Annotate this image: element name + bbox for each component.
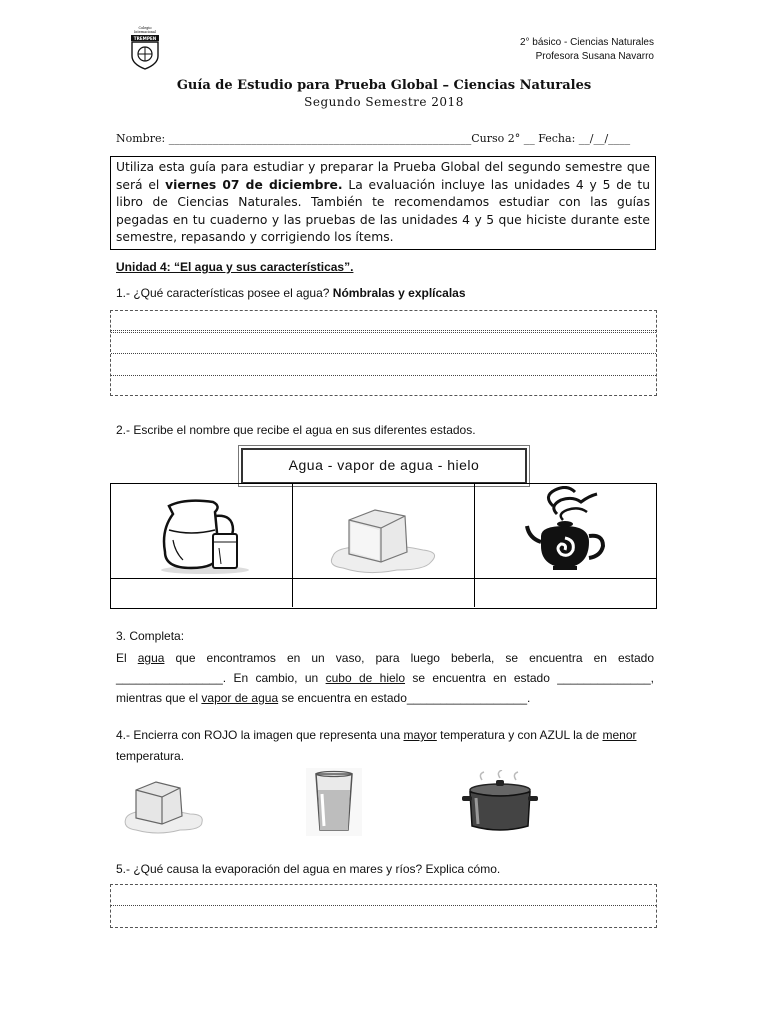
pitcher-glass-icon [155, 490, 251, 574]
nombre-field[interactable]: _______________________________________________________ [168, 132, 472, 145]
q4-text-2: temperatura y con AZUL la de [436, 728, 603, 742]
student-info-line [116, 132, 630, 145]
question-3-text [116, 648, 654, 708]
q4-text-1: 4.- Encierra con ROJO la imagen que representa una [116, 728, 404, 742]
answer-line [111, 332, 656, 333]
boiling-pot-icon[interactable] [462, 770, 538, 834]
question-1-instruction: Nómbralas y explícalas [332, 286, 466, 300]
question-1 [116, 286, 466, 300]
answer-cell-liquid[interactable] [111, 579, 293, 607]
school-logo [128, 24, 162, 70]
page-title: Guía de Estudio para Prueba Global – Ciencias Naturales [176, 78, 592, 93]
answer-line [111, 353, 656, 354]
q3-text-2: que encontramos en un vaso, para luego beberla, se encuentra en estado ________________. En cambio, un [116, 651, 654, 685]
q3-underlined-vapor: vapor de agua [201, 691, 279, 705]
q3-text-3: se encuentra en estado ______________, mientras que el [116, 671, 654, 705]
intro-text-2: La evaluación incluye las unidades 4 y 5 de tu libro de Ciencias Naturales. También te recomendamos estudiar con las guías pegadas en tu cuaderno y las pruebas de las unidades 4 y 5 que hiciste durante este semestre, repasando y corrigiendo los ítems. [116, 177, 650, 245]
intro-box [110, 156, 656, 250]
intro-text-1: Utiliza esta guía para estudiar y preparar la Prueba Global del segundo semestre que será el [116, 160, 650, 192]
answer-line [111, 375, 656, 376]
intro-date: viernes 07 de diciembre. [165, 177, 343, 192]
header-info [520, 36, 654, 64]
q3-underlined-agua: agua [137, 651, 165, 665]
question-3-title: 3. Completa: [116, 629, 185, 643]
header-teacher: Profesora Susana Navarro [535, 51, 654, 62]
q3-text-4: se encuentra en estado__________________. [278, 691, 531, 705]
logo-line-2: Internacional [134, 30, 156, 34]
answer-cell-solid[interactable] [293, 579, 475, 607]
answer-lines-1[interactable] [110, 310, 657, 396]
answer-lines-5[interactable] [110, 884, 657, 928]
answer-line [111, 905, 656, 906]
word-bank [241, 448, 527, 484]
ice-cube-icon[interactable] [122, 770, 206, 836]
header-course: 2° básico - Ciencias Naturales [519, 37, 654, 48]
word-bank-text: Agua - vapor de agua - hielo [288, 457, 480, 473]
unit-heading: Unidad 4: “El agua y sus características”. [116, 260, 354, 274]
q4-text-3: temperatura. [116, 749, 185, 763]
page-subtitle: Segundo Semestre 2018 [304, 95, 464, 109]
question-5: 5.- ¿Qué causa la evaporación del agua en mares y ríos? Explica cómo. [116, 862, 501, 876]
q3-underlined-hielo: cubo de hielo [325, 671, 406, 685]
question-1-text: 1.- ¿Qué características posee el agua? [116, 286, 333, 300]
logo-line-1: Colegio [138, 26, 152, 30]
q4-underlined-mayor: mayor [403, 728, 437, 742]
question-2: 2.- Escribe el nombre que recibe el agua en sus diferentes estados. [116, 423, 476, 437]
question-4 [116, 725, 654, 767]
logo-line-3: TREMPEN [133, 36, 157, 41]
states-table [110, 483, 657, 609]
q3-text-1: El [116, 651, 138, 665]
nombre-label: Nombre: [116, 132, 169, 145]
curso-label: Curso 2° __ [471, 132, 539, 145]
q4-underlined-menor: menor [602, 728, 637, 742]
fecha-label[interactable]: Fecha: __/__/____ [538, 132, 631, 145]
answer-cell-gas[interactable] [475, 579, 656, 607]
answer-line [111, 330, 656, 331]
glass-of-water-icon[interactable] [306, 768, 362, 836]
ice-cube-icon [327, 490, 441, 576]
steaming-teapot-icon [523, 486, 613, 578]
